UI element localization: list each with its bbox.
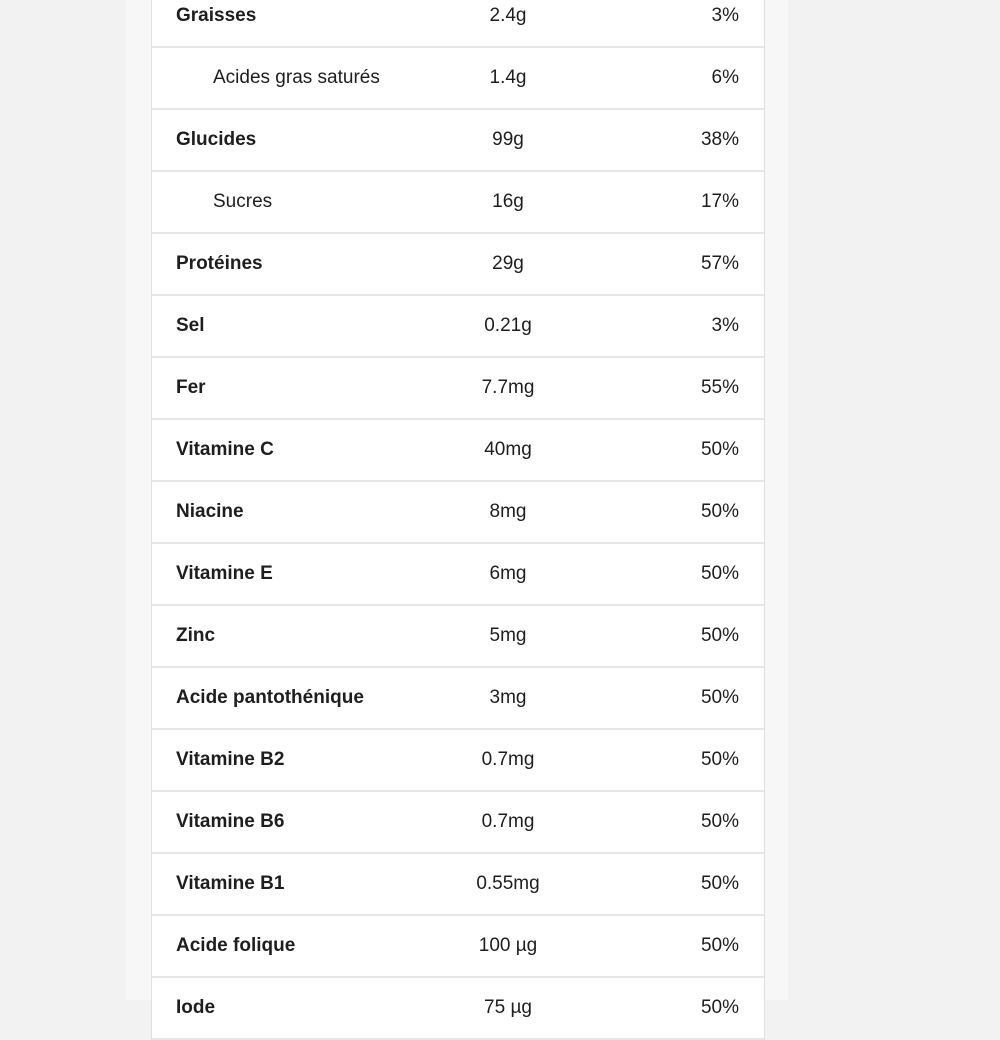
nutrient-quantity: 99g xyxy=(492,129,524,150)
nutrient-quantity: 2.4g xyxy=(489,5,527,26)
nutrient-daily-value: 38% xyxy=(700,129,739,150)
table-row xyxy=(152,172,764,234)
nutrient-daily-value: 50% xyxy=(700,997,739,1018)
nutrient-quantity: 6mg xyxy=(489,563,527,584)
nutrient-daily-value: 55% xyxy=(700,377,739,398)
nutrient-quantity: 0.55mg xyxy=(476,873,540,894)
nutrient-quantity: 0.7mg xyxy=(481,811,535,832)
nutrient-daily-value: 57% xyxy=(700,253,739,274)
table-row xyxy=(152,668,764,730)
table-row xyxy=(152,296,764,358)
nutrient-name: Iode xyxy=(176,997,216,1018)
nutrient-quantity: 1.4g xyxy=(489,67,527,88)
table-row xyxy=(152,234,764,296)
nutrient-daily-value: 50% xyxy=(700,749,739,770)
table-row xyxy=(152,730,764,792)
nutrient-daily-value: 17% xyxy=(700,191,739,212)
nutrient-daily-value: 50% xyxy=(700,935,739,956)
nutrient-name: Niacine xyxy=(176,501,244,522)
nutrient-name: Sucres xyxy=(213,191,273,212)
nutrient-quantity: 75 µg xyxy=(484,997,532,1018)
table-row xyxy=(152,358,764,420)
nutrient-name: Vitamine E xyxy=(176,563,273,584)
nutrient-daily-value: 50% xyxy=(700,501,739,522)
nutrient-quantity: 0.7mg xyxy=(481,749,535,770)
nutrient-daily-value: 50% xyxy=(700,625,739,646)
nutrient-daily-value: 50% xyxy=(700,439,739,460)
table-row xyxy=(152,110,764,172)
nutrient-daily-value: 50% xyxy=(700,687,739,708)
nutrient-name: Sel xyxy=(176,315,205,336)
nutrient-name: Vitamine C xyxy=(176,439,274,460)
nutrient-daily-value: 50% xyxy=(700,873,739,894)
nutrient-daily-value: 6% xyxy=(711,67,739,88)
nutrient-name: Zinc xyxy=(176,625,216,646)
nutrient-name: Acide folique xyxy=(176,935,296,956)
table-row xyxy=(152,916,764,978)
nutrient-name: Acide pantothénique xyxy=(176,687,364,708)
nutrient-daily-value: 3% xyxy=(711,5,739,26)
nutrient-name: Vitamine B6 xyxy=(176,811,285,832)
nutrient-quantity: 3mg xyxy=(489,687,527,708)
table-row xyxy=(152,48,764,110)
nutrient-quantity: 0.21g xyxy=(484,315,532,336)
nutrient-daily-value: 50% xyxy=(700,811,739,832)
nutrient-quantity: 100 µg xyxy=(478,935,538,956)
nutrient-name: Protéines xyxy=(176,253,263,274)
nutrition-table xyxy=(151,0,765,1040)
table-row xyxy=(152,854,764,916)
nutrient-quantity: 7.7mg xyxy=(481,377,535,398)
nutrient-quantity: 29g xyxy=(492,253,524,274)
table-row xyxy=(152,482,764,544)
nutrient-quantity: 5mg xyxy=(489,625,527,646)
table-row xyxy=(152,420,764,482)
nutrient-quantity: 8mg xyxy=(489,501,527,522)
nutrient-quantity: 40mg xyxy=(484,439,532,460)
table-row xyxy=(152,0,764,48)
table-row xyxy=(152,606,764,668)
table-row xyxy=(152,792,764,854)
table-row xyxy=(152,544,764,606)
nutrient-name: Acides gras saturés xyxy=(213,67,380,88)
nutrient-name: Glucides xyxy=(176,129,257,150)
nutrient-daily-value: 3% xyxy=(711,315,739,336)
nutrient-name: Vitamine B1 xyxy=(176,873,285,894)
table-row xyxy=(152,978,764,1040)
nutrient-name: Fer xyxy=(176,377,206,398)
nutrient-name: Vitamine B2 xyxy=(176,749,285,770)
nutrient-name: Graisses xyxy=(176,5,257,26)
nutrient-daily-value: 50% xyxy=(700,563,739,584)
nutrient-quantity: 16g xyxy=(492,191,524,212)
